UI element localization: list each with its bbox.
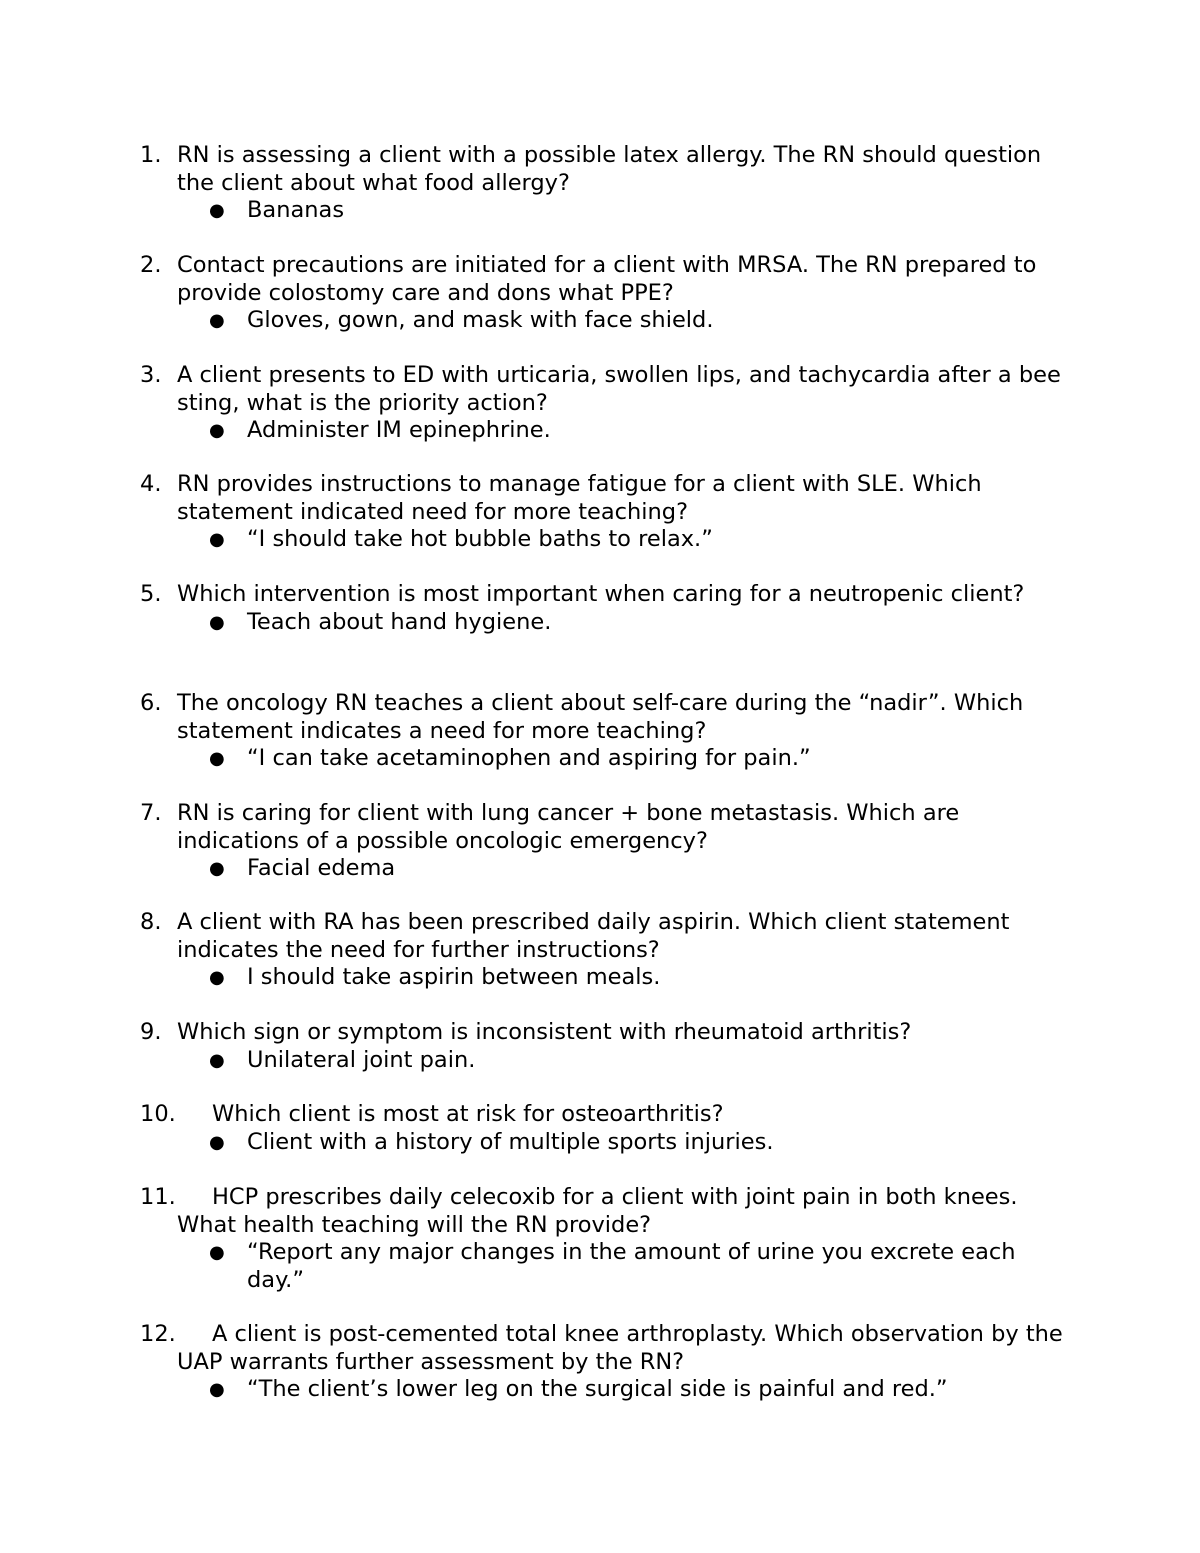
question-text: A client is post-cemented total knee arthroplasty. Which observation by the UAP warrants further assessment by the RN? <box>177 1321 1063 1375</box>
question <box>0 252 1067 307</box>
answer-text: Facial edema <box>247 855 396 881</box>
question <box>0 1101 1067 1129</box>
question-number: 2. <box>140 252 162 278</box>
answer-text: “Report any major changes in the amount of urine you excrete each day.” <box>247 1239 1016 1293</box>
question-text: Which sign or symptom is inconsistent with rheumatoid arthritis? <box>177 1019 912 1045</box>
question <box>0 1321 1067 1376</box>
question-number: 9. <box>140 1019 162 1045</box>
answer <box>0 1047 1067 1075</box>
answer-text: Administer IM epinephrine. <box>247 417 551 443</box>
bullet-icon: ● <box>209 611 225 633</box>
question <box>0 1019 1067 1047</box>
answer <box>0 745 1067 773</box>
question-item-8 <box>0 909 1200 992</box>
question <box>0 909 1067 964</box>
question-number: 1. <box>140 142 162 168</box>
question-item-12 <box>0 1321 1200 1404</box>
question-text: HCP prescribes daily celecoxib for a client with joint pain in both knees. What health teaching will the RN provide? <box>177 1184 1018 1238</box>
question <box>0 1184 1067 1239</box>
question-text: A client with RA has been prescribed daily aspirin. Which client statement indicates the need for further instructions? <box>177 909 1010 963</box>
bullet-icon: ● <box>209 748 225 769</box>
question-text: A client presents to ED with urticaria, swollen lips, and tachycardia after a bee sting, what is the priority action? <box>177 362 1061 416</box>
question-number: 5. <box>140 581 162 607</box>
answer <box>0 609 1067 637</box>
question-text: The oncology RN teaches a client about self-care during the “nadir”. Which statement indicates a need for more teaching? <box>177 690 1024 744</box>
question-text: RN is assessing a client with a possible latex allergy. The RN should question the client about what food allergy? <box>177 142 1042 196</box>
bullet-icon: ● <box>209 1242 225 1263</box>
question-number: 4. <box>140 471 162 497</box>
question-number: 7. <box>140 800 162 826</box>
question <box>0 142 1067 197</box>
answer-text: “I can take acetaminophen and aspiring for pain.” <box>247 745 811 771</box>
question-text: RN is caring for client with lung cancer + bone metastasis. Which are indications of a possible oncologic emergency? <box>177 800 960 854</box>
answer-text: Teach about hand hygiene. <box>247 608 552 635</box>
question <box>0 362 1067 417</box>
question-number: 6. <box>140 690 162 716</box>
question-item-4 <box>0 471 1200 554</box>
question-number: 12. <box>140 1321 176 1347</box>
question-number: 3. <box>140 362 162 388</box>
question-item-11 <box>0 1184 1200 1294</box>
question-text: Contact precautions are initiated for a client with MRSA. The RN prepared to provide colostomy care and dons what PPE? <box>177 252 1037 306</box>
question-item-5 <box>0 581 1200 636</box>
answer <box>0 1129 1067 1157</box>
question <box>0 471 1067 526</box>
question <box>0 690 1067 745</box>
answer-text: Bananas <box>247 197 345 223</box>
question-text: Which client is most at risk for osteoarthritis? <box>212 1101 724 1127</box>
answer <box>0 964 1067 992</box>
answer-text: I should take aspirin between meals. <box>247 964 661 990</box>
bullet-icon: ● <box>209 310 225 331</box>
bullet-icon: ● <box>209 967 225 988</box>
question-item-10 <box>0 1101 1200 1156</box>
question-number: 8. <box>140 909 162 935</box>
answer-text: Client with a history of multiple sports injuries. <box>247 1128 774 1155</box>
answer <box>0 1376 1067 1404</box>
answer <box>0 526 1067 554</box>
answer-text: “The client’s lower leg on the surgical side is painful and red.” <box>247 1376 948 1402</box>
answer <box>0 197 1067 225</box>
question-item-7 <box>0 800 1200 883</box>
question-text: RN provides instructions to manage fatigue for a client with SLE. Which statement indicated need for more teaching? <box>177 471 982 525</box>
question-item-9 <box>0 1019 1200 1074</box>
question-item-3 <box>0 362 1200 445</box>
answer-text: Unilateral joint pain. <box>247 1046 476 1073</box>
bullet-icon: ● <box>209 529 225 550</box>
bullet-icon: ● <box>209 1049 225 1071</box>
bullet-icon: ● <box>209 1131 225 1153</box>
answer <box>0 1239 1067 1294</box>
bullet-icon: ● <box>209 1379 225 1400</box>
bullet-icon: ● <box>209 858 225 879</box>
answer <box>0 307 1067 335</box>
bullet-icon: ● <box>209 420 225 441</box>
answer <box>0 417 1067 445</box>
answer-text: “I should take hot bubble baths to relax.” <box>247 526 713 552</box>
question <box>0 581 1067 609</box>
question-text: Which intervention is most important when caring for a neutropenic client? <box>177 581 1025 607</box>
question-item-6 <box>0 690 1200 773</box>
bullet-icon: ● <box>209 200 225 221</box>
question-number: 11. <box>140 1184 176 1210</box>
answer-text: Gloves, gown, and mask with face shield. <box>247 307 714 333</box>
question-number: 10. <box>140 1101 176 1127</box>
answer <box>0 855 1067 883</box>
question-item-2 <box>0 252 1200 335</box>
question-item-1 <box>0 142 1200 225</box>
question <box>0 800 1067 855</box>
